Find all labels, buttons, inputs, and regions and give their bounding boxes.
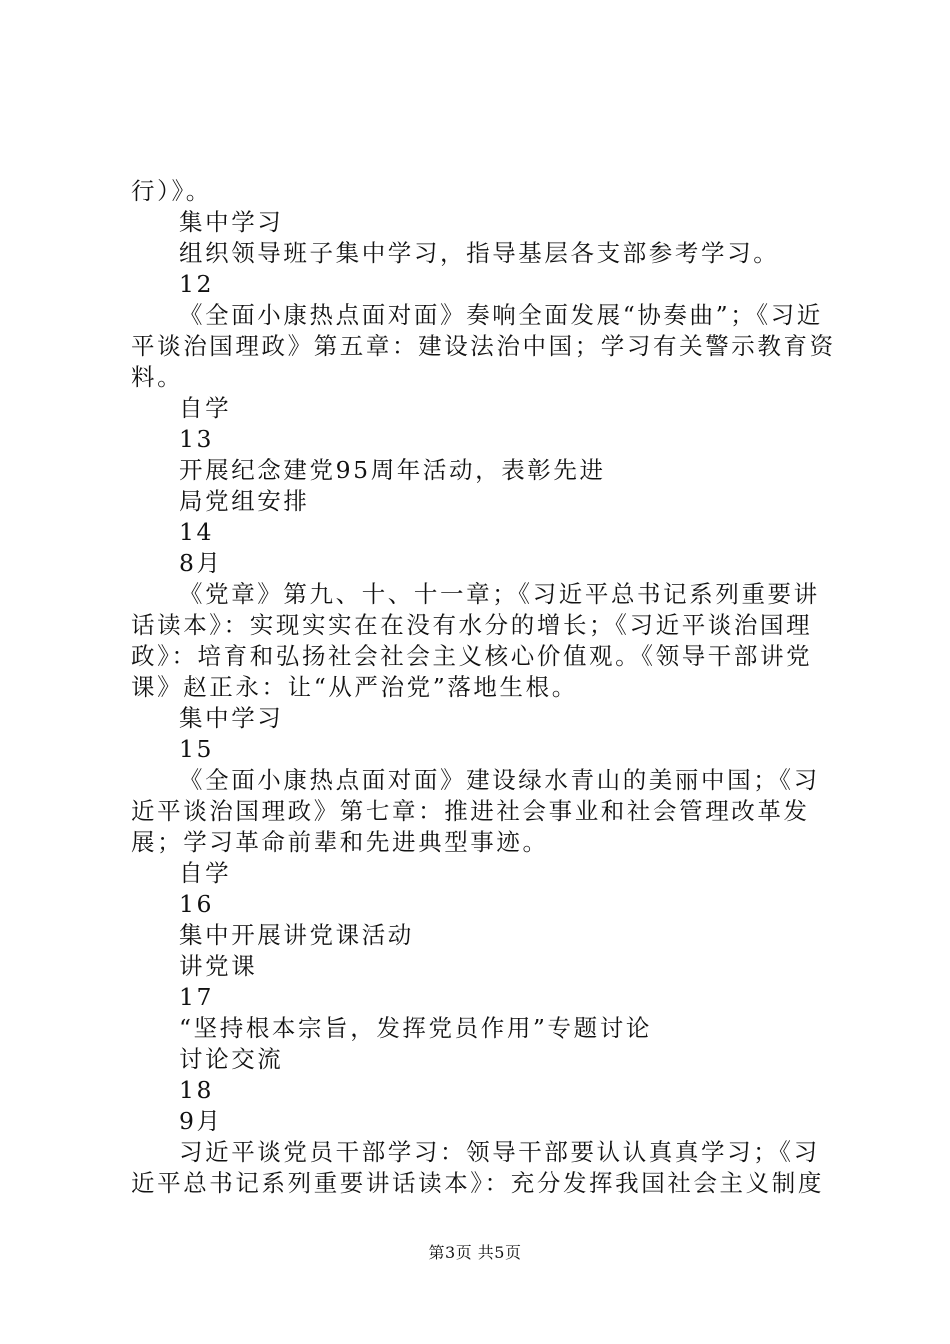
paragraph: 习近平谈党员干部学习：领导干部要认认真真学习；《习近平总书记系列重要讲话读本》：充分发挥我国社会主义制度 (131, 1138, 824, 1197)
page-number-footer: 第3页 共5页 (428, 1243, 522, 1262)
text-line: 13 (179, 425, 215, 453)
text-line: 17 (179, 983, 215, 1011)
text-line: “坚持根本宗旨，发挥党员作用”专题讨论 (179, 1014, 652, 1042)
text-line: 8月 (179, 549, 223, 577)
document-body (131, 176, 843, 1199)
text-line: 组织领导班子集中学习，指导基层各支部参考学习。 (179, 239, 780, 267)
text-line: 开展纪念建党95周年活动，表彰先进 (179, 456, 606, 484)
text-line: 讲党课 (179, 952, 258, 980)
text-line: 16 (179, 890, 215, 918)
text-line: 15 (179, 735, 215, 763)
text-line: 集中开展讲党课活动 (179, 921, 414, 949)
paragraph: 《全面小康热点面对面》奏响全面发展“协奏曲”；《习近平谈治国理政》第五章：建设法治中国；学习有关警示教育资料。 (131, 301, 836, 391)
text-line: 自学 (179, 394, 232, 422)
text-line: 9月 (179, 1107, 223, 1135)
text-line: 讨论交流 (179, 1045, 284, 1073)
text-line: 局党组安排 (179, 487, 310, 515)
text-line: 集中学习 (179, 208, 284, 236)
text-line: 14 (179, 518, 215, 546)
text-line: 18 (179, 1076, 215, 1104)
text-line: 行）》。 (131, 177, 212, 205)
text-line: 自学 (179, 859, 232, 887)
paragraph: 《党章》第九、十、十一章；《习近平总书记系列重要讲话读本》：实现实实在在没有水分的增长；《习近平谈治国理政》：培育和弘扬社会社会主义核心价值观。《领导干部讲党课》赵正永：让“从严治党”落地生根。 (131, 580, 820, 701)
text-line: 集中学习 (179, 704, 284, 732)
paragraph: 《全面小康热点面对面》建设绿水青山的美丽中国；《习近平谈治国理政》第七章：推进社会事业和社会管理改革发展；学习革命前辈和先进典型事迹。 (131, 766, 820, 856)
text-line: 12 (179, 270, 215, 298)
